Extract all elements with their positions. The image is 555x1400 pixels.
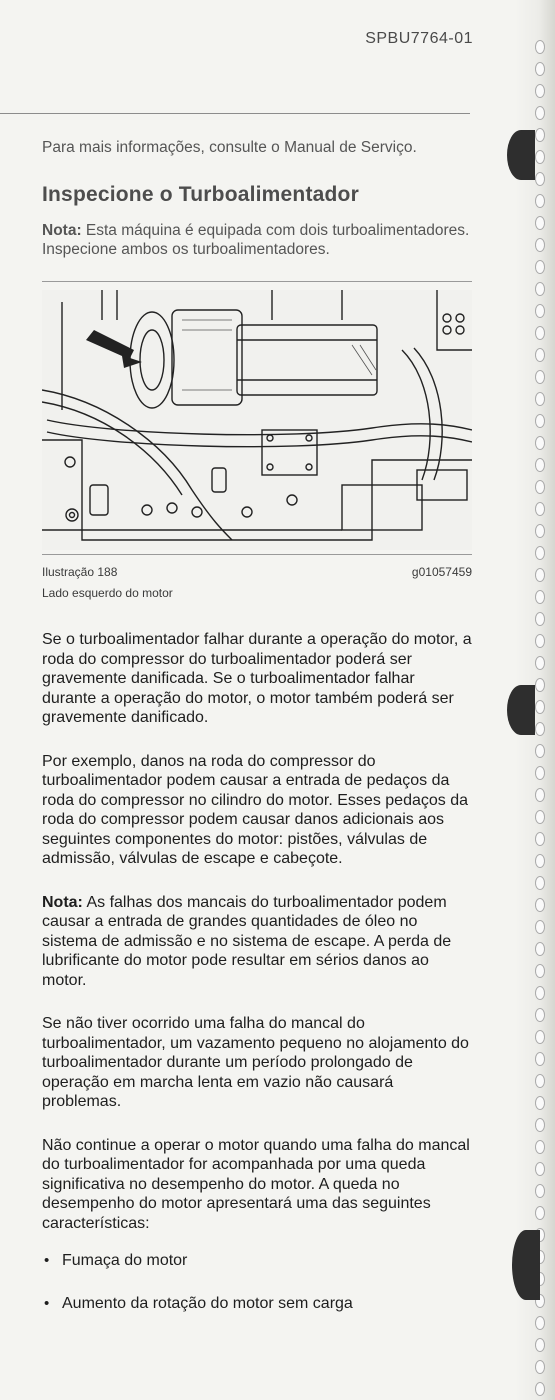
binder-hole — [535, 1206, 545, 1220]
binder-hole — [535, 986, 545, 1000]
binder-hole — [535, 1074, 545, 1088]
list-item: • Fumaça do motor — [42, 1251, 472, 1270]
binder-hole — [535, 634, 545, 648]
binder-hole — [535, 964, 545, 978]
binder-hole — [535, 898, 545, 912]
paragraph-bearing-note — [42, 893, 472, 991]
binder-hole — [535, 876, 545, 890]
binder-hole — [535, 1118, 545, 1132]
intro-text: Para mais informações, consulte o Manual de Serviço. — [42, 139, 417, 156]
binder-hole — [535, 216, 545, 230]
engine-illustration — [42, 290, 472, 550]
figure-description: Lado esquerdo do motor — [42, 586, 173, 600]
binder-hole — [535, 40, 545, 54]
binder-hole — [535, 84, 545, 98]
figure-bottom-rule — [42, 554, 472, 555]
binder-hole — [535, 348, 545, 362]
binder-hole — [535, 260, 545, 274]
section-note — [42, 221, 472, 259]
binder-hole — [535, 1382, 545, 1396]
binder-tab — [507, 130, 535, 180]
binder-hole — [535, 942, 545, 956]
binder-hole — [535, 436, 545, 450]
binder-hole — [535, 656, 545, 670]
binder-hole — [535, 744, 545, 758]
binder-hole — [535, 854, 545, 868]
paragraph-do-not-operate: Não continue a operar o motor quando uma falha do mancal do turboalimentador for acompanhada por uma queda significativa no desempenho do motor. A queda no desempenho do motor apresentará uma das seguintes características: — [42, 1136, 470, 1232]
header-rule — [0, 113, 470, 114]
binder-hole — [535, 1140, 545, 1154]
page-content — [42, 138, 472, 1337]
binder-hole — [535, 678, 545, 692]
figure-caption — [42, 565, 472, 579]
binder-hole — [535, 546, 545, 560]
binder-hole — [535, 480, 545, 494]
binder-hole — [535, 150, 545, 164]
binder-hole — [535, 920, 545, 934]
figure-top-rule — [42, 281, 472, 282]
binder-hole — [535, 1184, 545, 1198]
binder-tab — [507, 685, 535, 735]
note-label: Nota: — [42, 893, 83, 911]
binder-hole — [535, 1162, 545, 1176]
binder-hole — [535, 722, 545, 736]
binder-hole — [535, 370, 545, 384]
binder-hole — [535, 458, 545, 472]
binder-hole — [535, 1008, 545, 1022]
binder-hole — [535, 172, 545, 186]
binder-hole — [535, 1316, 545, 1330]
binder-tab — [512, 1230, 540, 1300]
binder-hole — [535, 128, 545, 142]
binder-hole — [535, 568, 545, 582]
document-id: SPBU7764-01 — [365, 30, 473, 47]
binder-hole — [535, 238, 545, 252]
figure-label: Ilustração 188 — [42, 565, 118, 579]
binder-hole — [535, 1096, 545, 1110]
binder-hole — [535, 524, 545, 538]
binder-hole — [535, 788, 545, 802]
binder-hole — [535, 700, 545, 714]
binder-hole — [535, 62, 545, 76]
section-title: Inspecione o Turboalimentador — [42, 183, 359, 206]
binder-hole — [535, 1360, 545, 1374]
note-label: Nota: — [42, 222, 82, 239]
list-item: • Aumento da rotação do motor sem carga — [42, 1294, 472, 1313]
binder-hole — [535, 1030, 545, 1044]
binder-hole — [535, 194, 545, 208]
note-text: Esta máquina é equipada com dois turboalimentadores. Inspecione ambos os turboalimentadores. — [42, 222, 470, 258]
binder-hole — [535, 392, 545, 406]
paragraph-example-damage: Por exemplo, danos na roda do compressor do turboalimentador podem causar a entrada de pedaços da roda do compressor no cilindro do motor. Esses pedaços da roda do compressor podem causar danos adicionais aos seguintes componentes do motor: pistões, válvulas de admissão, válvulas de escape e cabeçote. — [42, 752, 469, 867]
binder-hole — [535, 502, 545, 516]
binder-hole — [535, 1338, 545, 1352]
binder-hole — [535, 832, 545, 846]
binder-hole — [535, 590, 545, 604]
binder-hole — [535, 304, 545, 318]
binder-hole — [535, 106, 545, 120]
binder-hole — [535, 766, 545, 780]
paragraph-small-leak: Se não tiver ocorrido uma falha do mancal do turboalimentador, um vazamento pequeno no alojamento do turboalimentador durante um período prolongado de operação em marcha lenta em vazio não causará problemas. — [42, 1015, 469, 1110]
binder-hole — [535, 810, 545, 824]
binder-hole — [535, 282, 545, 296]
paragraph-turbo-failure: Se o turboalimentador falhar durante a operação do motor, a roda do compressor do turboalimentador poderá ser gravemente danificada. Se o turboalimentador falhar durante a operação do motor, o motor também poderá ser gravemente danificado. — [42, 631, 472, 726]
binder-hole — [535, 326, 545, 340]
binder-hole — [535, 1052, 545, 1066]
note-text: As falhas dos mancais do turboalimentador podem causar a entrada de grandes quantidades de óleo no sistema de admissão e no sistema de escape. A perda de lubrificante do motor pode resultar em sérios danos ao motor. — [42, 893, 452, 989]
figure-code: g01057459 — [411, 565, 472, 579]
binder-hole — [535, 414, 545, 428]
binder-hole — [535, 612, 545, 626]
symptom-list — [42, 1251, 472, 1313]
